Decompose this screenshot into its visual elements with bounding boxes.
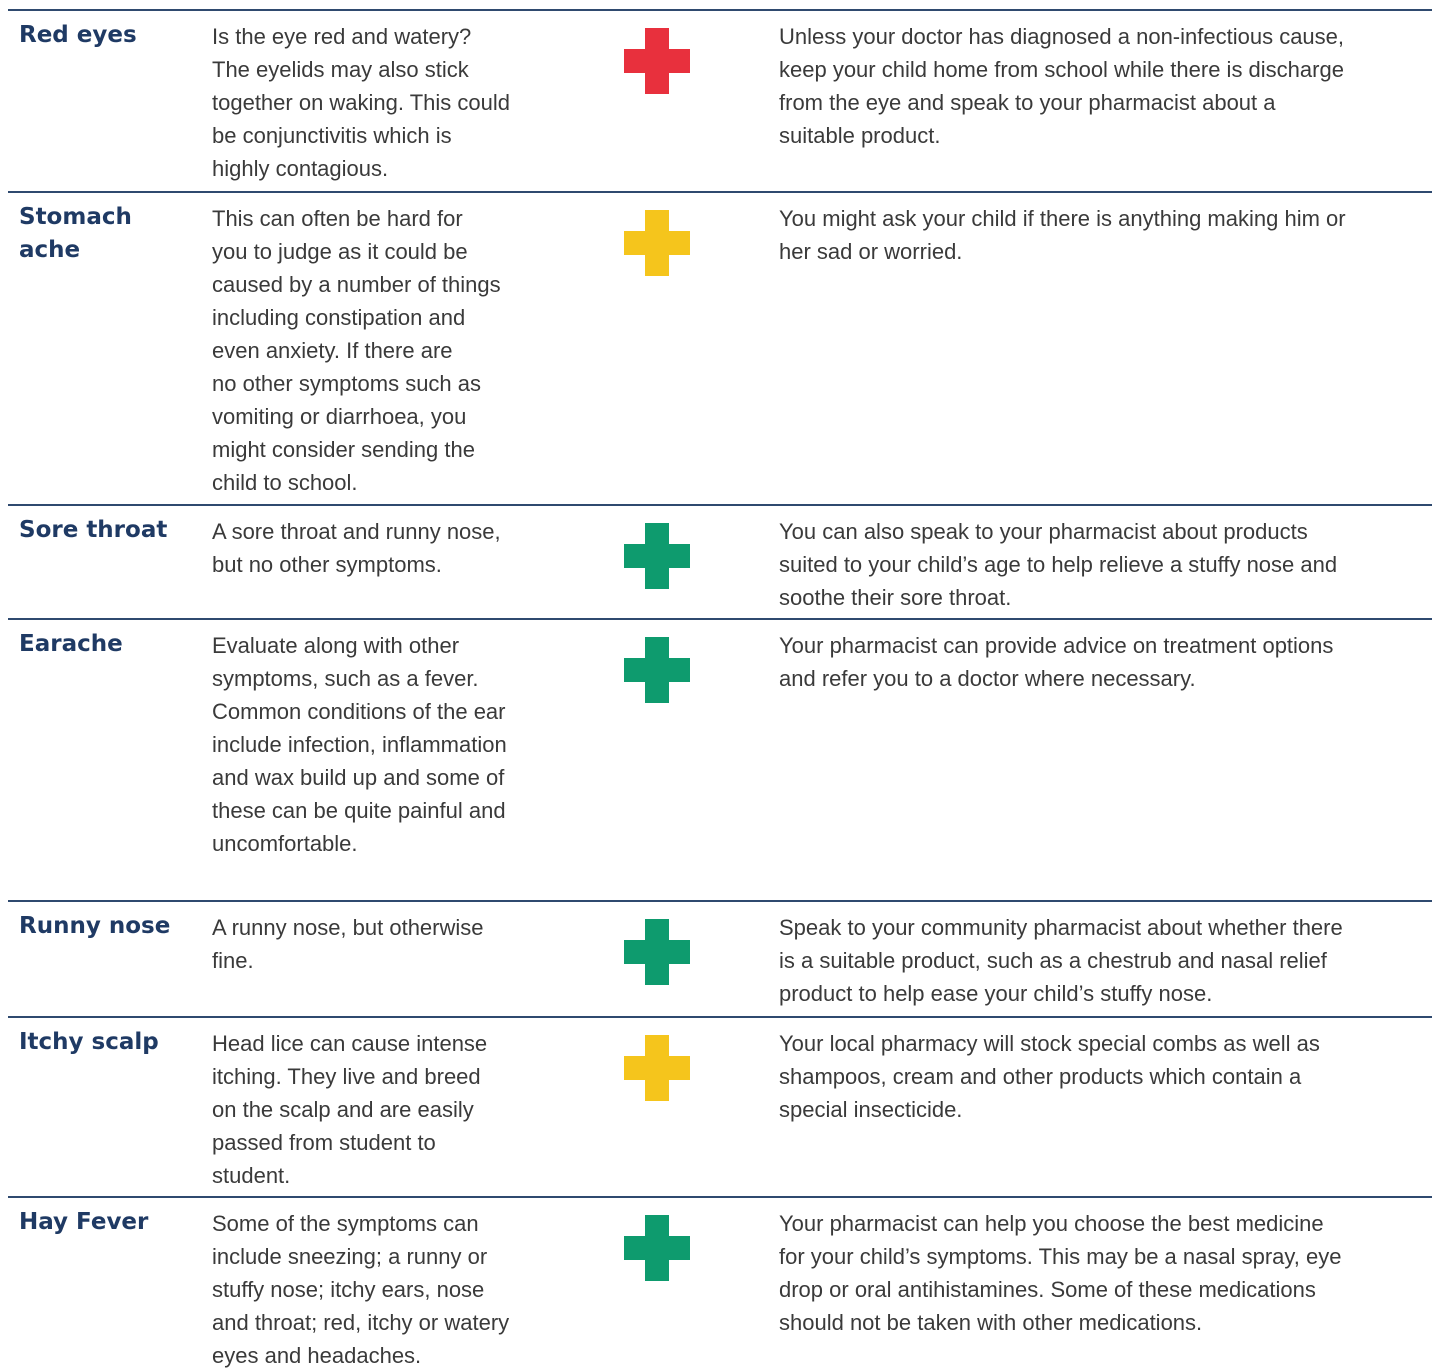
amber-cross-icon	[624, 1035, 690, 1101]
condition-description: This can often be hard for you to judge as it could be caused by a number of things including constipation and even anxiety. If there are no other symptoms such as vomiting or diarrhoea, you might consider sending the child to school.	[212, 206, 501, 495]
amber-cross-icon	[624, 210, 690, 276]
green-cross-icon	[624, 919, 690, 985]
table-row	[8, 1016, 1432, 1196]
condition-description: A sore throat and runny nose, but no other symptoms.	[212, 519, 501, 577]
green-cross-icon	[624, 1215, 690, 1281]
table-row	[8, 9, 1432, 191]
condition-description: Is the eye red and watery? The eyelids may also stick together on waking. This could be conjunctivitis which is highly contagious.	[212, 24, 510, 181]
condition-advice: Your pharmacist can provide advice on treatment options and refer you to a doctor where necessary.	[779, 633, 1334, 691]
table-row	[8, 618, 1432, 900]
green-cross-icon	[624, 523, 690, 589]
condition-advice: Your pharmacist can help you choose the best medicine for your child’s symptoms. This may be a nasal spray, eye drop or oral antihistamines. Some of these medications should not be taken with other medications.	[779, 1211, 1342, 1335]
condition-advice: Your local pharmacy will stock special combs as well as shampoos, cream and other products which contain a special insecticide.	[779, 1031, 1320, 1122]
table-row	[8, 900, 1432, 1016]
table-row	[8, 191, 1432, 504]
table-row	[8, 504, 1432, 618]
condition-advice: Unless your doctor has diagnosed a non-infectious cause, keep your child home from school while there is discharge from the eye and speak to your pharmacist about a suitable product.	[779, 24, 1345, 148]
table-row	[8, 1196, 1432, 1368]
condition-description: Head lice can cause intense itching. They live and breed on the scalp and are easily passed from student to student.	[212, 1031, 488, 1188]
condition-name: Sore throat	[19, 517, 168, 543]
condition-description: A runny nose, but otherwise fine.	[212, 915, 484, 973]
condition-name: Itchy scalp	[19, 1029, 159, 1055]
condition-description: Some of the symptoms can include sneezing; a runny or stuffy nose; itchy ears, nose and throat; red, itchy or watery eyes and headaches.	[212, 1211, 510, 1368]
condition-name: Earache	[19, 631, 123, 657]
condition-name: Red eyes	[19, 22, 137, 48]
green-cross-icon	[624, 637, 690, 703]
condition-name: Stomach ache	[19, 204, 132, 263]
condition-description: Evaluate along with other symptoms, such as a fever. Common conditions of the ear include infection, inflammation and wax build up and some of these can be quite painful and uncomfortable.	[212, 633, 507, 856]
condition-advice: You might ask your child if there is anything making him or her sad or worried.	[779, 206, 1346, 264]
condition-advice: You can also speak to your pharmacist about products suited to your child’s age to help relieve a stuffy nose and soothe their sore throat.	[779, 519, 1338, 610]
condition-name: Hay Fever	[19, 1209, 149, 1235]
condition-name: Runny nose	[19, 913, 171, 939]
red-cross-icon	[624, 28, 690, 94]
condition-advice: Speak to your community pharmacist about whether there is a suitable product, such as a chestrub and nasal relief product to help ease your child’s stuffy nose.	[779, 915, 1343, 1006]
